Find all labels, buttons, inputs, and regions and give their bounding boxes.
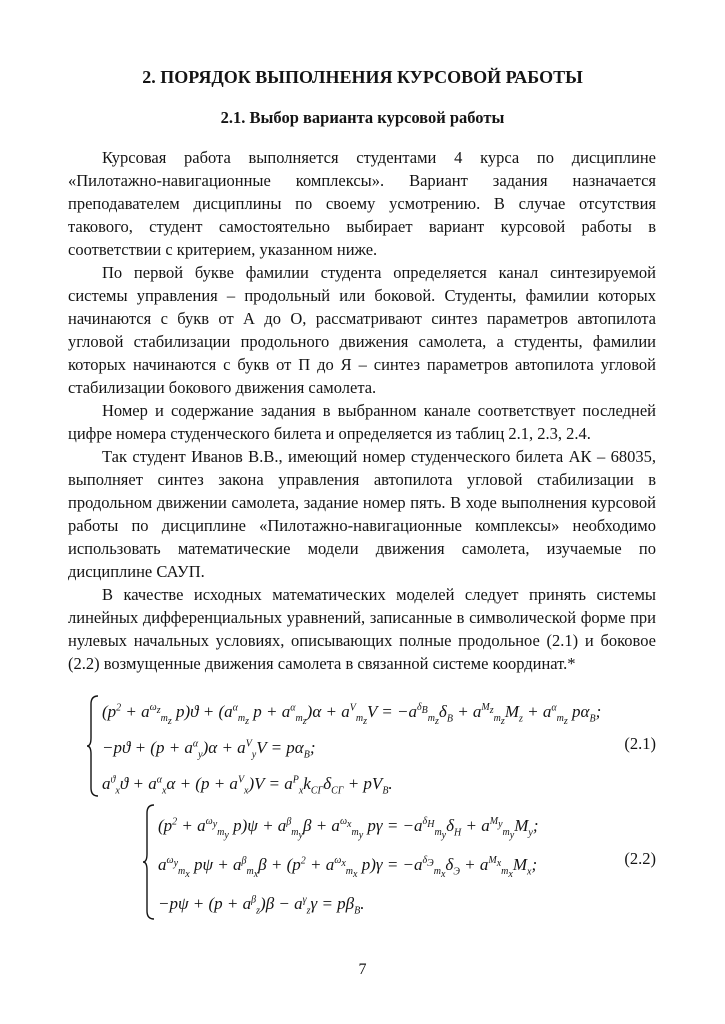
left-brace-icon — [142, 803, 156, 921]
equation-line: $a^ϑ_xϑ + a^\alpha_x\alpha + (p + a^V_x)V = a^P_xk_{СГ}\delta_{СГ} + pV_B$. — [102, 774, 393, 797]
equation-line: ($p^2 + a^{\omega_y}_{m_y}$ $p)\psi + a^\beta_{m_y}\beta + a^{\omega_x}_{m_y}$ $p\gamma = -a^{\delta_H}_{m_y}\delta_H + a^{M_y}_{m_y}M_y$; — [158, 816, 539, 842]
equation-system-2-2 — [142, 803, 656, 921]
equation-line: ($p^2 + a^{\omega_z}_{m_z}$ $p)ϑ + (a^\alpha_{m_z}$ $p + a^\alpha_{m_z})\alpha + a^V_{m_z}V = -a^{\delta_B}_{m_z}\delta_B + a^{M_z}_{m_z}M_z + a^\alpha_{m_z}$ $p\alpha_B$; — [102, 702, 602, 728]
equation-line: $-pϑ + (p + a^\alpha_y)\alpha + a^V_yV = p\alpha_B$; — [102, 738, 316, 761]
equation-lines — [102, 694, 601, 802]
paragraph-2: По первой букве фамилии студента определяется канал синтезируемой системы управления – продольный или боковой. Студенты, фамилии которых начинаются с букв от А до О, рассматривают синтез параметров автопилота угловой стабилизации продольного движения самолета, а студенты, фамилии которых начинаются с букв от П до Я – синтез параметров автопилота угловой стабилизации бокового движения самолета. — [68, 263, 656, 397]
equation-line: $a^{\omega_y}_{m_x}$ $p\psi + a^\beta_{m_x}\beta + (p^2 + a^{\omega_x}_{m_x}$ $p)\gamma = -a^{\delta_Э}_{m_x}\delta_Э + a^{M_x}_{m_x}M_x$; — [158, 855, 538, 881]
paragraph-5: В качестве исходных математических моделей следует принять системы линейных дифференциальных уравнений, записанные в символической форме при нулевых начальных условиях, описывающих полные продольное (2.1) и боковое (2.2) возмущенные движения самолета в связанной системе координат.* — [68, 585, 656, 673]
page-number: 7 — [358, 961, 367, 978]
equation-line: $-p\psi + (p + a^\beta_z)\beta - a^\gamma_z\gamma = p\beta_B$. — [158, 894, 365, 917]
equation-system-2-1 — [86, 694, 656, 798]
equation-lines — [158, 806, 539, 923]
subsection-title: 2.1. Выбор варианта курсовой работы — [220, 108, 505, 127]
body-text — [68, 146, 656, 675]
paragraph-3: Номер и содержание задания в выбранном канале соответствует последней цифре номера студенческого билета и определяется из таблиц 2.1, 2.3, 2.4. — [68, 401, 656, 443]
equation-number: (2.1) — [624, 734, 656, 753]
equation-number: (2.2) — [624, 849, 656, 868]
paragraph-1: Курсовая работа выполняется студентами 4 курса по дисциплине «Пилотажно-навигационные комплексы». Вариант задания назначается преподавателем дисциплины по своему усмотрению. В случае отсутствия такового, студент самостоятельно выбирает вариант курсовой работы в соответствии с критерием, указанном ниже. — [68, 148, 656, 259]
section-title: 2. ПОРЯДОК ВЫПОЛНЕНИЯ КУРСОВОЙ РАБОТЫ — [142, 67, 583, 87]
left-brace-icon — [86, 694, 100, 798]
paragraph-4: Так студент Иванов В.В., имеющий номер студенческого билета АК – 68035, выполняет синтез закона управления автопилота угловой стабилизации в продольном движении самолета, задание номер пять. В ходе выполнения курсовой работы по дисциплине «Пилотажно-навигационные комплексы» необходимо использовать математические модели движения самолета, изучаемые по дисциплине САУП. — [68, 447, 656, 581]
